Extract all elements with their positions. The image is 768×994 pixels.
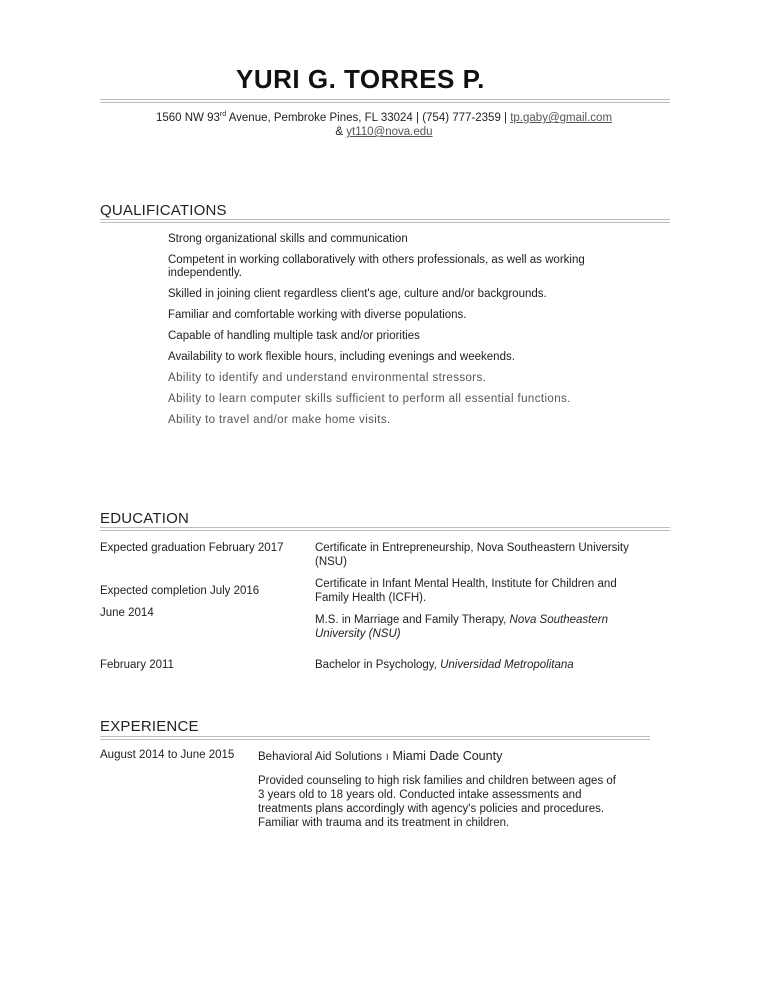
school-name: Nova Southeastern University (NSU) <box>315 614 608 640</box>
education-entry <box>315 658 640 672</box>
experience-date: August 2014 to June 2015 <box>100 749 235 761</box>
employer-name: Behavioral Aid Solutions <box>258 751 383 763</box>
employer-location: Miami Dade County <box>392 749 503 763</box>
email-link-1[interactable]: tp.gaby@gmail.com <box>510 111 613 124</box>
qualifications-rule <box>100 219 670 223</box>
education-date: June 2014 <box>100 607 154 619</box>
experience-title: EXPERIENCE <box>100 718 199 735</box>
header-rule <box>100 99 670 103</box>
address-superscript: rd <box>219 111 227 118</box>
education-date: Expected completion July 2016 <box>100 585 260 597</box>
list-item: Capable of handling multiple task and/or priorities <box>168 330 420 342</box>
contact-line <box>100 111 668 124</box>
list-item: Strong organizational skills and communication <box>168 233 408 245</box>
address-phone-text: Avenue, Pembroke Pines, FL 33024 | (754) 777-2359 | <box>226 111 511 124</box>
email-link-2[interactable]: yt110@nova.edu <box>346 126 433 138</box>
ampersand: & <box>335 126 347 138</box>
school-name: Universidad Metropolitana <box>440 659 574 671</box>
address-text: 1560 NW 93 <box>155 111 220 124</box>
list-item: Familiar and comfortable working with diverse populations. <box>168 309 467 321</box>
list-item: Ability to identify and understand environmental stressors. <box>168 372 487 384</box>
separator: I <box>386 752 389 762</box>
list-item: Skilled in joining client regardless client's age, culture and/or backgrounds. <box>168 288 547 300</box>
list-item: Competent in working collaboratively with others professionals, as well as working independently. <box>168 254 585 279</box>
education-rule <box>100 527 670 531</box>
education-entry: Certificate in Infant Mental Health, Institute for Children and Family Health (ICFH). <box>315 578 617 604</box>
education-entry: Certificate in Entrepreneurship, Nova Southeastern University (NSU) <box>315 542 629 568</box>
experience-description: Provided counseling to high risk families and children between ages of 3 years old to 18 years old. Conducted intake assessments and treatments plans accordingly with agency's policies and procedures. Familiar with trauma and its treatment in children. <box>258 775 616 829</box>
education-title: EDUCATION <box>100 510 190 527</box>
education-date: Expected graduation February 2017 <box>100 542 284 554</box>
experience-rule <box>100 736 650 740</box>
qualifications-list <box>168 233 618 435</box>
qualifications-title: QUALIFICATIONS <box>100 202 227 219</box>
education-entry <box>315 613 640 641</box>
contact-line-2 <box>100 126 668 138</box>
list-item: Ability to learn computer skills sufficient to perform all essential functions. <box>168 393 571 405</box>
applicant-name: YURI G. TORRES P. <box>236 64 485 94</box>
education-date: February 2011 <box>100 659 174 671</box>
degree-text: Bachelor in Psychology, <box>315 659 441 671</box>
list-item: Ability to travel and/or make home visits. <box>168 414 391 426</box>
degree-text: M.S. in Marriage and Family Therapy, <box>315 614 510 626</box>
list-item: Availability to work flexible hours, including evenings and weekends. <box>168 351 515 363</box>
experience-employer <box>258 749 502 763</box>
